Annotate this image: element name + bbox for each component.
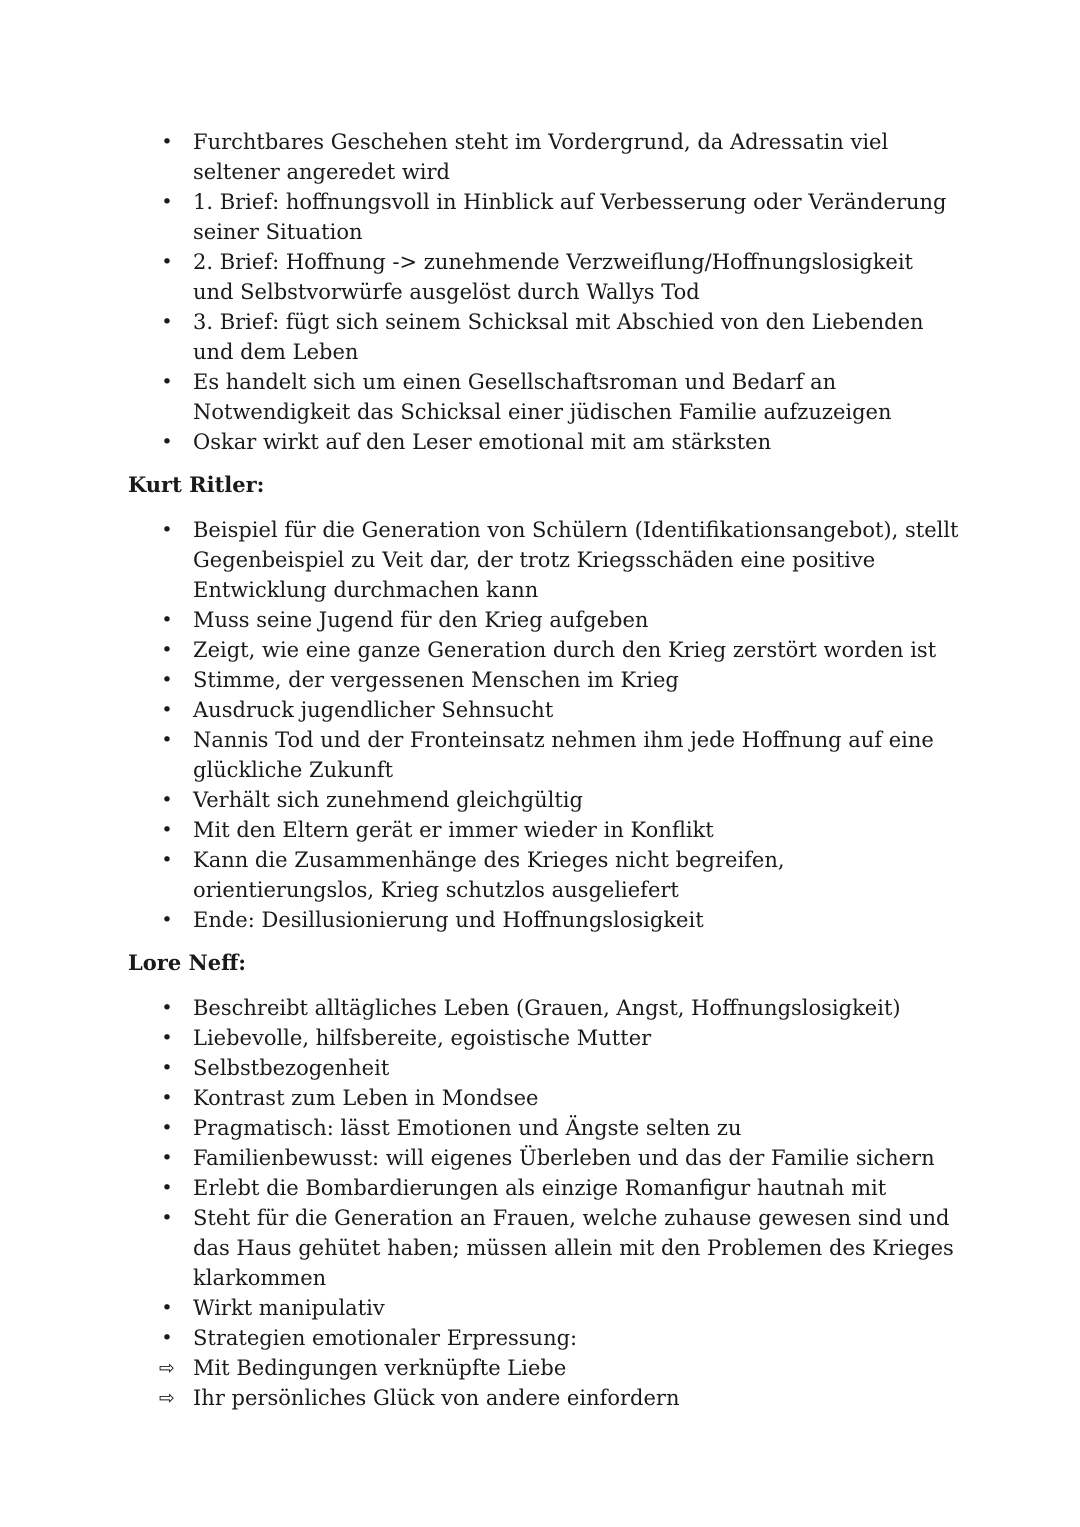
bullet-icon: • (161, 819, 173, 841)
bullet-icon: • (161, 1057, 173, 1079)
bullet-icon: • (161, 519, 173, 541)
list-item-text: Beschreibt alltägliches Leben (Grauen, Angst, Hoffnungslosigkeit) (193, 996, 901, 1020)
section-heading: Lore Neff: (128, 950, 247, 975)
list-item (0, 1113, 1080, 1143)
list-item-text: Nannis Tod und der Fronteinsatz nehmen ihm jede Hoffnung auf eine glückliche Zukunft (193, 728, 934, 782)
list-item (0, 187, 1080, 247)
list-item (0, 845, 1080, 905)
bullet-icon: • (161, 609, 173, 631)
bullet-icon: • (161, 1087, 173, 1109)
bullet-icon: • (161, 997, 173, 1019)
list-item (0, 993, 1080, 1023)
section-lore-neff (0, 948, 1080, 1413)
bullet-list (0, 515, 1080, 935)
bullet-list (0, 127, 1080, 457)
list-item-text: 2. Brief: Hoffnung -> zunehmende Verzweiflung/Hoffnungslosigkeit und Selbstvorwürfe ausgelöst durch Wallys Tod (193, 250, 913, 304)
list-item (0, 635, 1080, 665)
arrow-right-icon: ⇨ (159, 1387, 175, 1409)
list-item (0, 127, 1080, 187)
list-item-text: Furchtbares Geschehen steht im Vordergrund, da Adressatin viel seltener angeredet wird (193, 130, 889, 184)
list-item-text: Stimme, der vergessenen Menschen im Krieg (193, 668, 679, 692)
list-item (0, 1083, 1080, 1113)
bullet-icon: • (161, 639, 173, 661)
list-item-text: 3. Brief: fügt sich seinem Schicksal mit Abschied von den Liebenden und dem Leben (193, 310, 924, 364)
list-item (0, 515, 1080, 605)
list-item-text: Familienbewusst: will eigenes Überleben und das der Familie sichern (193, 1146, 935, 1170)
list-item-text: Ihr persönliches Glück von andere einfordern (193, 1386, 680, 1410)
list-item (0, 1053, 1080, 1083)
bullet-icon: • (161, 849, 173, 871)
bullet-icon: • (161, 1297, 173, 1319)
list-item-text: Beispiel für die Generation von Schülern (Identifikationsangebot), stellt Gegenbeispiel zu Veit dar, der trotz Kriegsschäden eine positive Entwicklung durchmachen kann (193, 518, 959, 602)
list-item (0, 665, 1080, 695)
list-item-text: Liebevolle, hilfsbereite, egoistische Mutter (193, 1026, 652, 1050)
section-heading: Kurt Ritler: (128, 472, 265, 497)
list-item-text: Erlebt die Bombardierungen als einzige Romanfigur hautnah mit (193, 1176, 887, 1200)
list-item-text: Kann die Zusammenhänge des Krieges nicht begreifen, orientierungslos, Krieg schutzlos ausgeliefert (193, 848, 785, 902)
bullet-icon: • (161, 191, 173, 213)
list-item-text: Es handelt sich um einen Gesellschaftsroman und Bedarf an Notwendigkeit das Schicksal einer jüdischen Familie aufzuzeigen (193, 370, 892, 424)
list-item (0, 367, 1080, 427)
list-item (0, 1143, 1080, 1173)
list-item-text: Selbstbezogenheit (193, 1056, 390, 1080)
list-item-text: Oskar wirkt auf den Leser emotional mit am stärksten (193, 430, 772, 454)
bullet-icon: • (161, 1027, 173, 1049)
list-item (0, 1353, 1080, 1383)
list-item (0, 695, 1080, 725)
list-item-text: Wirkt manipulativ (193, 1296, 385, 1320)
bullet-icon: • (161, 1147, 173, 1169)
list-item (0, 427, 1080, 457)
bullet-icon: • (161, 311, 173, 333)
bullet-icon: • (161, 1207, 173, 1229)
list-item (0, 725, 1080, 785)
bullet-icon: • (161, 371, 173, 393)
section-kurt-ritler (0, 470, 1080, 935)
bullet-list (0, 993, 1080, 1413)
bullet-icon: • (161, 789, 173, 811)
list-item (0, 307, 1080, 367)
list-item (0, 1323, 1080, 1353)
list-item (0, 247, 1080, 307)
list-item (0, 815, 1080, 845)
list-item (0, 905, 1080, 935)
list-item-text: Mit Bedingungen verknüpfte Liebe (193, 1356, 567, 1380)
list-item-text: Mit den Eltern gerät er immer wieder in Konflikt (193, 818, 714, 842)
list-item (0, 1383, 1080, 1413)
section-oskar-continued (0, 127, 1080, 457)
arrow-right-icon: ⇨ (159, 1357, 175, 1379)
bullet-icon: • (161, 699, 173, 721)
list-item-text: Zeigt, wie eine ganze Generation durch den Krieg zerstört worden ist (193, 638, 937, 662)
bullet-icon: • (161, 1177, 173, 1199)
list-item-text: Pragmatisch: lässt Emotionen und Ängste selten zu (193, 1116, 742, 1140)
list-item-text: Ausdruck jugendlicher Sehnsucht (193, 698, 554, 722)
bullet-icon: • (161, 431, 173, 453)
list-item-text: Ende: Desillusionierung und Hoffnungslosigkeit (193, 908, 704, 932)
list-item-text: Muss seine Jugend für den Krieg aufgeben (193, 608, 649, 632)
list-item (0, 1023, 1080, 1053)
bullet-icon: • (161, 1117, 173, 1139)
list-item (0, 1203, 1080, 1293)
bullet-icon: • (161, 669, 173, 691)
list-item (0, 605, 1080, 635)
list-item-text: Steht für die Generation an Frauen, welche zuhause gewesen sind und das Haus gehütet haben; müssen allein mit den Problemen des Krieges klarkommen (193, 1206, 954, 1290)
bullet-icon: • (161, 909, 173, 931)
bullet-icon: • (161, 251, 173, 273)
list-item (0, 1173, 1080, 1203)
list-item-text: Verhält sich zunehmend gleichgültig (193, 788, 583, 812)
list-item-text: 1. Brief: hoffnungsvoll in Hinblick auf Verbesserung oder Veränderung seiner Situation (193, 190, 947, 244)
list-item (0, 1293, 1080, 1323)
bullet-icon: • (161, 131, 173, 153)
list-item-text: Kontrast zum Leben in Mondsee (193, 1086, 539, 1110)
list-item (0, 785, 1080, 815)
bullet-icon: • (161, 729, 173, 751)
bullet-icon: • (161, 1327, 173, 1349)
list-item-text: Strategien emotionaler Erpressung: (193, 1326, 578, 1350)
